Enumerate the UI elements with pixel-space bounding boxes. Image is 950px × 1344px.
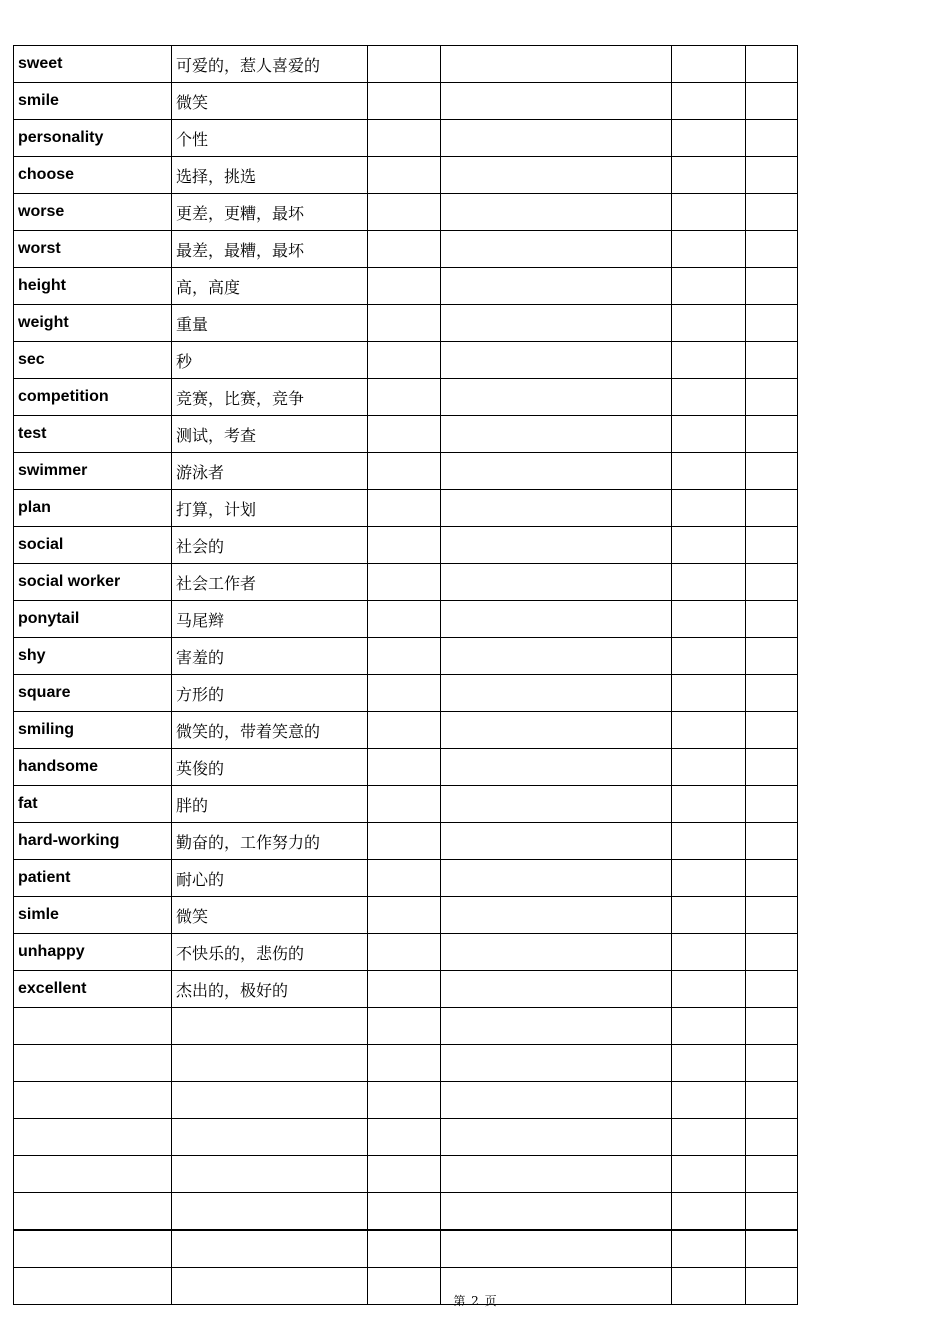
blank-cell (441, 897, 672, 934)
chinese-meaning: 英俊的 (172, 749, 368, 786)
english-word: unhappy (14, 934, 172, 971)
table-row (14, 675, 798, 712)
blank-cell (368, 1045, 441, 1082)
table-row (14, 490, 798, 527)
blank-cell (672, 897, 746, 934)
blank-cell (368, 823, 441, 860)
blank-cell (746, 601, 798, 638)
blank-cell (672, 1008, 746, 1045)
blank-cell (368, 46, 441, 83)
table-row (14, 83, 798, 120)
chinese-meaning: 社会工作者 (172, 564, 368, 601)
blank-cell (672, 120, 746, 157)
english-word: ponytail (14, 601, 172, 638)
blank-cell (368, 897, 441, 934)
blank-cell (746, 379, 798, 416)
footer-page-number: 2 (471, 1294, 479, 1308)
blank-cell (441, 379, 672, 416)
blank-cell (441, 453, 672, 490)
blank-cell (441, 342, 672, 379)
blank-cell (746, 971, 798, 1008)
english-word (14, 1082, 172, 1119)
page-footer (0, 1292, 950, 1309)
blank-cell (441, 971, 672, 1008)
table-row (14, 1082, 798, 1119)
blank-cell (368, 564, 441, 601)
blank-cell (441, 860, 672, 897)
blank-cell (368, 1082, 441, 1119)
chinese-meaning (172, 1193, 368, 1231)
blank-cell (368, 1119, 441, 1156)
blank-cell (746, 823, 798, 860)
blank-cell (368, 157, 441, 194)
table-row (14, 1230, 798, 1268)
blank-cell (368, 416, 441, 453)
blank-cell (672, 157, 746, 194)
english-word: sec (14, 342, 172, 379)
table-row (14, 305, 798, 342)
chinese-meaning: 重量 (172, 305, 368, 342)
blank-cell (746, 120, 798, 157)
blank-cell (746, 527, 798, 564)
table-row (14, 231, 798, 268)
blank-cell (746, 490, 798, 527)
blank-cell (441, 712, 672, 749)
table-row (14, 416, 798, 453)
blank-cell (672, 971, 746, 1008)
blank-cell (746, 1193, 798, 1231)
english-word: choose (14, 157, 172, 194)
blank-cell (672, 490, 746, 527)
blank-cell (441, 1193, 672, 1231)
table-row (14, 897, 798, 934)
chinese-meaning: 马尾辫 (172, 601, 368, 638)
chinese-meaning: 微笑 (172, 83, 368, 120)
blank-cell (368, 268, 441, 305)
english-word: excellent (14, 971, 172, 1008)
english-word: social (14, 527, 172, 564)
blank-cell (368, 1008, 441, 1045)
chinese-meaning: 最差，最糟，最坏 (172, 231, 368, 268)
table-row (14, 120, 798, 157)
blank-cell (746, 860, 798, 897)
blank-cell (441, 601, 672, 638)
blank-cell (672, 46, 746, 83)
blank-cell (746, 416, 798, 453)
table-row (14, 638, 798, 675)
chinese-meaning: 胖的 (172, 786, 368, 823)
blank-cell (368, 786, 441, 823)
chinese-meaning: 害羞的 (172, 638, 368, 675)
table-row (14, 268, 798, 305)
chinese-meaning: 杰出的，极好的 (172, 971, 368, 1008)
blank-cell (672, 786, 746, 823)
chinese-meaning: 打算，计划 (172, 490, 368, 527)
blank-cell (368, 120, 441, 157)
blank-cell (746, 1156, 798, 1193)
blank-cell (368, 527, 441, 564)
english-word (14, 1156, 172, 1193)
chinese-meaning: 高，高度 (172, 268, 368, 305)
blank-cell (441, 934, 672, 971)
blank-cell (672, 1230, 746, 1268)
blank-cell (368, 231, 441, 268)
blank-cell (746, 564, 798, 601)
chinese-meaning: 勤奋的，工作努力的 (172, 823, 368, 860)
blank-cell (368, 860, 441, 897)
blank-cell (441, 638, 672, 675)
table-row (14, 1156, 798, 1193)
blank-cell (672, 749, 746, 786)
blank-cell (672, 860, 746, 897)
english-word: worst (14, 231, 172, 268)
chinese-meaning: 个性 (172, 120, 368, 157)
english-word: patient (14, 860, 172, 897)
chinese-meaning (172, 1119, 368, 1156)
table-row (14, 527, 798, 564)
blank-cell (672, 231, 746, 268)
vocabulary-table (13, 45, 798, 1305)
chinese-meaning (172, 1045, 368, 1082)
blank-cell (746, 712, 798, 749)
blank-cell (746, 342, 798, 379)
blank-cell (672, 564, 746, 601)
blank-cell (672, 712, 746, 749)
table-row (14, 1119, 798, 1156)
blank-cell (672, 675, 746, 712)
table-row (14, 1045, 798, 1082)
blank-cell (368, 83, 441, 120)
chinese-meaning (172, 1008, 368, 1045)
footer-suffix: 页 (484, 1294, 497, 1308)
blank-cell (672, 934, 746, 971)
vocabulary-table-body (14, 46, 798, 1305)
chinese-meaning: 社会的 (172, 527, 368, 564)
english-word: sweet (14, 46, 172, 83)
chinese-meaning: 选择，挑选 (172, 157, 368, 194)
blank-cell (368, 453, 441, 490)
chinese-meaning: 秒 (172, 342, 368, 379)
english-word: simle (14, 897, 172, 934)
blank-cell (746, 305, 798, 342)
blank-cell (746, 786, 798, 823)
blank-cell (441, 564, 672, 601)
chinese-meaning: 竞赛，比赛，竞争 (172, 379, 368, 416)
blank-cell (672, 305, 746, 342)
english-word: smile (14, 83, 172, 120)
blank-cell (441, 268, 672, 305)
blank-cell (441, 786, 672, 823)
blank-cell (746, 46, 798, 83)
blank-cell (672, 1193, 746, 1231)
chinese-meaning: 微笑的，带着笑意的 (172, 712, 368, 749)
english-word (14, 1008, 172, 1045)
english-word: fat (14, 786, 172, 823)
blank-cell (746, 1045, 798, 1082)
blank-cell (672, 83, 746, 120)
blank-cell (746, 194, 798, 231)
blank-cell (441, 157, 672, 194)
chinese-meaning: 不快乐的，悲伤的 (172, 934, 368, 971)
blank-cell (746, 268, 798, 305)
table-right-border (797, 45, 798, 1304)
blank-cell (746, 934, 798, 971)
blank-cell (746, 1082, 798, 1119)
blank-cell (746, 157, 798, 194)
blank-cell (441, 490, 672, 527)
table-row (14, 786, 798, 823)
blank-cell (368, 712, 441, 749)
chinese-meaning (172, 1082, 368, 1119)
blank-cell (672, 638, 746, 675)
chinese-meaning: 可爱的，惹人喜爱的 (172, 46, 368, 83)
chinese-meaning: 测试，考查 (172, 416, 368, 453)
blank-cell (368, 305, 441, 342)
table-row (14, 823, 798, 860)
blank-cell (441, 675, 672, 712)
blank-cell (441, 46, 672, 83)
blank-cell (441, 1045, 672, 1082)
blank-cell (672, 527, 746, 564)
blank-cell (368, 1230, 441, 1268)
blank-cell (368, 490, 441, 527)
blank-cell (746, 231, 798, 268)
blank-cell (368, 1193, 441, 1231)
english-word: swimmer (14, 453, 172, 490)
table-row (14, 1193, 798, 1231)
blank-cell (368, 675, 441, 712)
blank-cell (441, 527, 672, 564)
table-row (14, 971, 798, 1008)
blank-cell (746, 897, 798, 934)
blank-cell (672, 416, 746, 453)
chinese-meaning: 方形的 (172, 675, 368, 712)
blank-cell (441, 1082, 672, 1119)
blank-cell (441, 1156, 672, 1193)
blank-cell (746, 1008, 798, 1045)
blank-cell (441, 1119, 672, 1156)
blank-cell (368, 749, 441, 786)
blank-cell (441, 416, 672, 453)
english-word (14, 1119, 172, 1156)
blank-cell (368, 194, 441, 231)
chinese-meaning: 游泳者 (172, 453, 368, 490)
blank-cell (672, 1156, 746, 1193)
chinese-meaning (172, 1230, 368, 1268)
blank-cell (441, 823, 672, 860)
blank-cell (746, 675, 798, 712)
blank-cell (746, 1119, 798, 1156)
blank-cell (441, 749, 672, 786)
table-row (14, 342, 798, 379)
table-row (14, 749, 798, 786)
blank-cell (368, 1156, 441, 1193)
table-row (14, 564, 798, 601)
blank-cell (441, 1008, 672, 1045)
english-word (14, 1045, 172, 1082)
blank-cell (441, 120, 672, 157)
blank-cell (368, 342, 441, 379)
table-row (14, 157, 798, 194)
english-word: smiling (14, 712, 172, 749)
table-row (14, 860, 798, 897)
vocabulary-sheet (13, 45, 798, 1305)
english-word (14, 1193, 172, 1231)
blank-cell (746, 83, 798, 120)
blank-cell (368, 971, 441, 1008)
english-word: hard-working (14, 823, 172, 860)
blank-cell (441, 194, 672, 231)
blank-cell (672, 823, 746, 860)
blank-cell (368, 379, 441, 416)
chinese-meaning: 微笑 (172, 897, 368, 934)
english-word: weight (14, 305, 172, 342)
english-word: worse (14, 194, 172, 231)
english-word: shy (14, 638, 172, 675)
blank-cell (368, 934, 441, 971)
blank-cell (672, 268, 746, 305)
blank-cell (441, 231, 672, 268)
blank-cell (672, 1082, 746, 1119)
english-word: square (14, 675, 172, 712)
blank-cell (672, 342, 746, 379)
blank-cell (672, 601, 746, 638)
english-word: personality (14, 120, 172, 157)
blank-cell (672, 1045, 746, 1082)
blank-cell (441, 83, 672, 120)
english-word (14, 1230, 172, 1268)
chinese-meaning: 更差，更糟，最坏 (172, 194, 368, 231)
blank-cell (746, 1230, 798, 1268)
table-row (14, 46, 798, 83)
blank-cell (441, 305, 672, 342)
blank-cell (441, 1230, 672, 1268)
blank-cell (672, 1119, 746, 1156)
table-row (14, 194, 798, 231)
english-word: plan (14, 490, 172, 527)
blank-cell (746, 638, 798, 675)
english-word: competition (14, 379, 172, 416)
chinese-meaning: 耐心的 (172, 860, 368, 897)
blank-cell (672, 194, 746, 231)
table-row (14, 934, 798, 971)
english-word: handsome (14, 749, 172, 786)
table-row (14, 379, 798, 416)
footer-prefix: 第 (453, 1294, 466, 1308)
table-row (14, 712, 798, 749)
blank-cell (368, 601, 441, 638)
blank-cell (672, 379, 746, 416)
chinese-meaning (172, 1156, 368, 1193)
table-row (14, 453, 798, 490)
blank-cell (368, 638, 441, 675)
english-word: height (14, 268, 172, 305)
blank-cell (672, 453, 746, 490)
blank-cell (746, 453, 798, 490)
table-row (14, 601, 798, 638)
blank-cell (746, 749, 798, 786)
english-word: test (14, 416, 172, 453)
english-word: social worker (14, 564, 172, 601)
table-row (14, 1008, 798, 1045)
